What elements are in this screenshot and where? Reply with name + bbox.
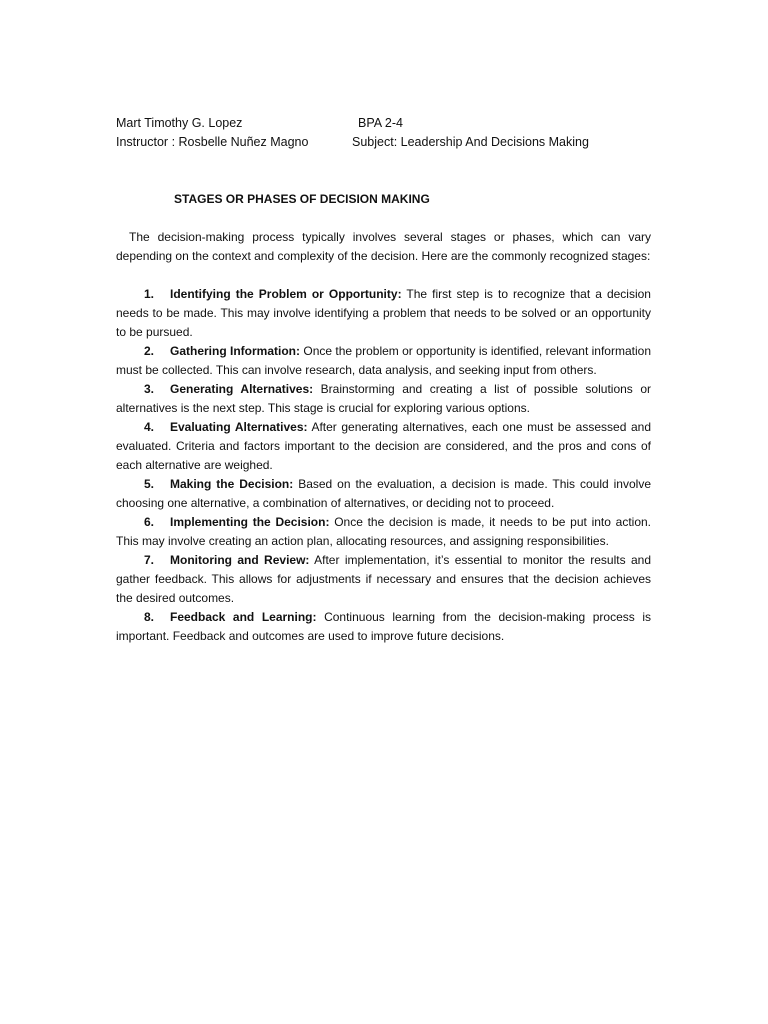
list-item xyxy=(116,342,651,380)
item-text: Once the problem or opportunity is identified, relevant information must be collected. This can involve research, data analysis, and seeking input from others. xyxy=(116,344,651,377)
item-text: After implementation, it’s essential to monitor the results and gather feedback. This allows for adjustments if necessary and ensures that the decision achieves the desired outcomes. xyxy=(116,553,651,605)
item-number: 7. xyxy=(144,553,155,567)
document-title: STAGES OR PHASES OF DECISION MAKING xyxy=(174,192,430,206)
item-text: Brainstorming and creating a list of possible solutions or alternatives is the next step. This stage is crucial for exploring various options. xyxy=(116,382,651,415)
list-item xyxy=(116,285,651,342)
item-text: Continuous learning from the decision-making process is important. Feedback and outcomes are used to improve future decisions. xyxy=(116,610,651,643)
item-number: 1. xyxy=(144,287,155,301)
item-term: Monitoring and Review: xyxy=(170,553,310,567)
item-number: 6. xyxy=(144,515,155,529)
item-number: 3. xyxy=(144,382,155,396)
item-number: 4. xyxy=(144,420,155,434)
student-section: BPA 2-4 xyxy=(358,116,403,130)
list-item xyxy=(116,513,651,551)
subject-name: Subject: Leadership And Decisions Making xyxy=(352,135,589,149)
item-term: Implementing the Decision: xyxy=(170,515,330,529)
list-item xyxy=(116,608,651,646)
item-term: Identifying the Problem or Opportunity: xyxy=(170,287,402,301)
item-text: The first step is to recognize that a decision needs to be made. This may involve identifying a problem that needs to be solved or an opportunity to be pursued. xyxy=(116,287,651,339)
item-text: After generating alternatives, each one must be assessed and evaluated. Criteria and factors important to the decision are considered, and the pros and cons of each alternative are weighed. xyxy=(116,420,651,472)
item-term: Evaluating Alternatives: xyxy=(170,420,308,434)
student-name: Mart Timothy G. Lopez xyxy=(116,116,243,130)
list-item xyxy=(116,380,651,418)
item-number: 2. xyxy=(144,344,155,358)
item-term: Making the Decision: xyxy=(170,477,294,491)
header-row-1 xyxy=(116,114,656,133)
stages-list xyxy=(116,285,651,646)
list-item xyxy=(116,551,651,608)
header-row-2 xyxy=(116,133,656,152)
list-item xyxy=(116,418,651,475)
document-header xyxy=(116,114,656,152)
item-term: Feedback and Learning: xyxy=(170,610,317,624)
item-text: Based on the evaluation, a decision is made. This could involve choosing one alternative, a combination of alternatives, or deciding not to proceed. xyxy=(116,477,651,510)
list-item xyxy=(116,475,651,513)
item-term: Gathering Information: xyxy=(170,344,301,358)
item-number: 5. xyxy=(144,477,155,491)
intro-paragraph: The decision-making process typically involves several stages or phases, which can vary depending on the context and complexity of the decision. Here are the commonly recognized stages: xyxy=(116,230,651,263)
item-term: Generating Alternatives: xyxy=(170,382,314,396)
document-body xyxy=(116,228,651,646)
instructor-name: Instructor : Rosbelle Nuñez Magno xyxy=(116,135,309,149)
item-text: Once the decision is made, it needs to be put into action. This may involve creating an action plan, allocating resources, and assigning responsibilities. xyxy=(116,515,651,548)
item-number: 8. xyxy=(144,610,155,624)
